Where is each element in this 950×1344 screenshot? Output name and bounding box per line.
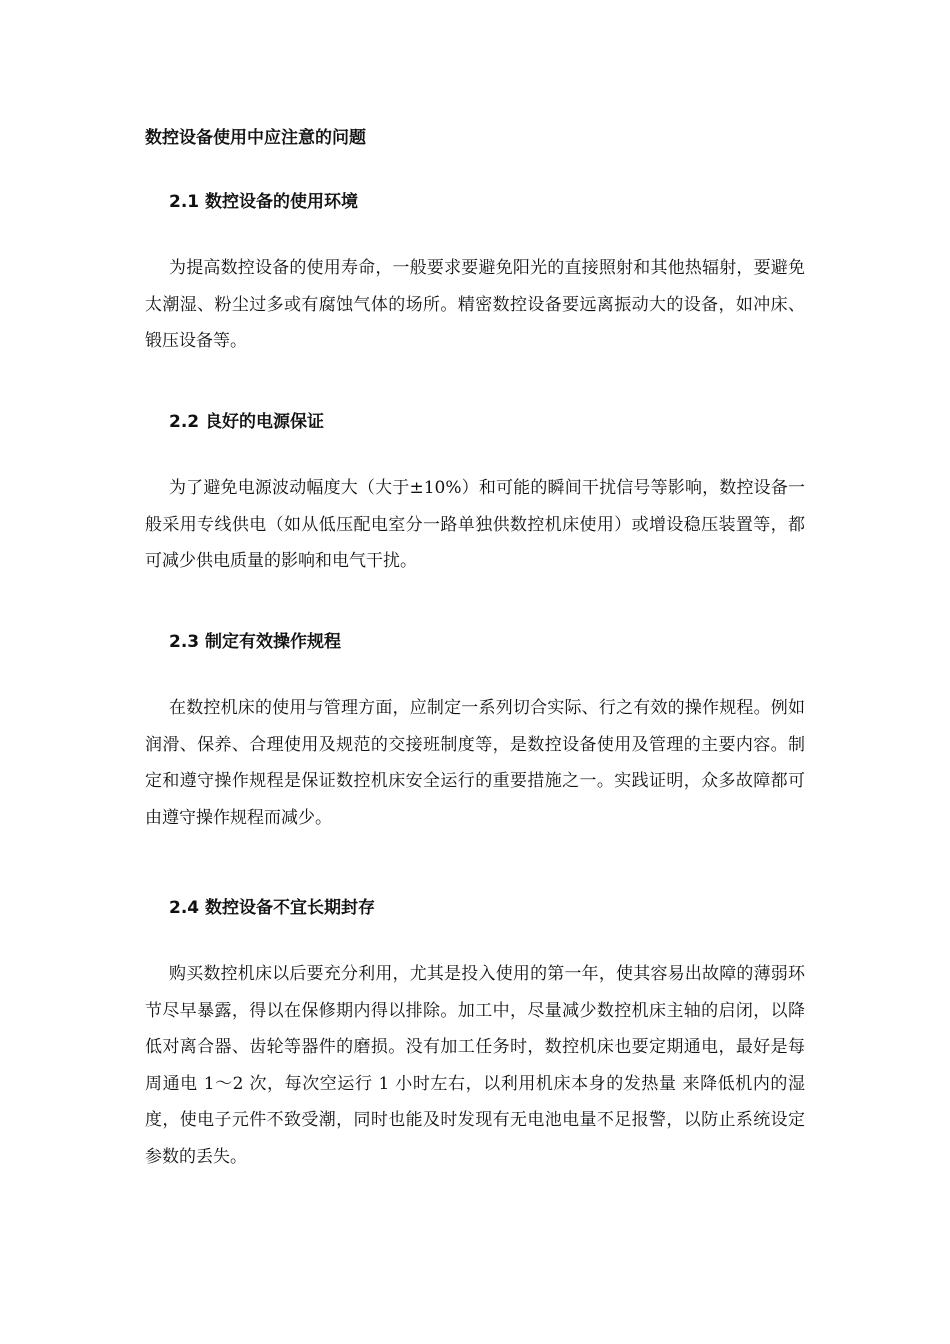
section-heading: 2.3 制定有效操作规程 xyxy=(169,632,342,652)
section-heading: 2.2 良好的电源保证 xyxy=(169,412,325,432)
document-title: 数控设备使用中应注意的问题 xyxy=(145,128,366,148)
section-paragraph: 在数控机床的使用与管理方面，应制定一系列切合实际、行之有效的操作规程。例如润滑、保养、合理使用及规范的交接班制度等，是数控设备使用及管理的主要内容。制定和遵守操作规程是保证数控机床安全运行的重要措施之一。实践证明，众多故障都可由遵守操作规程而减少。 xyxy=(145,698,805,828)
section-heading: 2.4 数控设备不宜长期封存 xyxy=(169,898,376,918)
section-paragraph: 购买数控机床以后要充分利用，尤其是投入使用的第一年，使其容易出故障的薄弱环节尽早暴露，得以在保修期内得以排除。加工中，尽量减少数控机床主轴的启闭，以降低对离合器、齿轮等器件的磨损。没有加工任务时，数控机床也要定期通电，最好是每周通电 1～2 次，每次空运行 1 小时左右，以利用机床本身的发热量 来降低机内的湿度，使电子元件不致受潮，同时也能及时发现有无电池电量不足报警，以防止系统设定参数的丢失。 xyxy=(145,964,805,1167)
section-heading: 2.1 数控设备的使用环境 xyxy=(169,192,359,212)
section-paragraph: 为了避免电源波动幅度大（大于±10%）和可能的瞬间干扰信号等影响，数控设备一般采用专线供电（如从低压配电室分一路单独供数控机床使用）或增设稳压装置等，都可减少供电质量的影响和电气干扰。 xyxy=(145,478,805,571)
section-paragraph: 为提高数控设备的使用寿命，一般要求要避免阳光的直接照射和其他热辐射，要避免太潮湿、粉尘过多或有腐蚀气体的场所。精密数控设备要远离振动大的设备，如冲床、锻压设备等。 xyxy=(145,258,805,351)
